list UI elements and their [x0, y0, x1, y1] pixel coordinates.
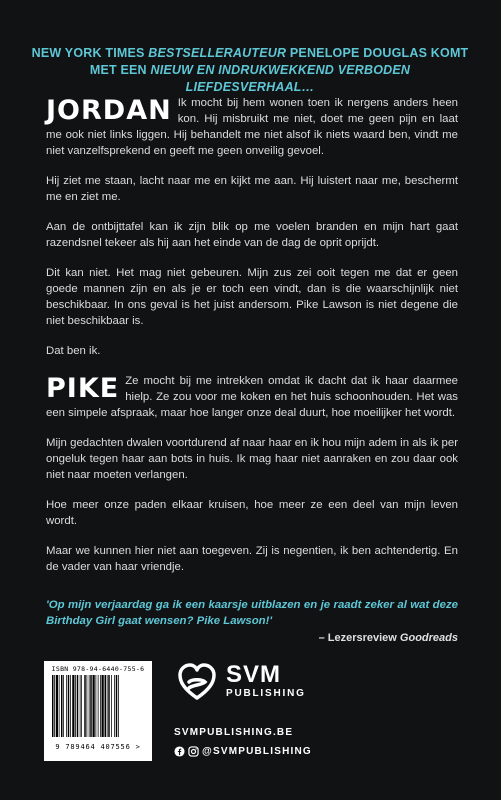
instagram-icon	[188, 746, 199, 757]
jordan-paragraph-5: Dat ben ik.	[46, 345, 101, 357]
publisher-social-handle: @SVMPUBLISHING	[202, 746, 312, 757]
jordan-heading: JORDAN	[46, 95, 172, 126]
pike-paragraph-1-text: Ze mocht bij me intrekken omdat ik dacht dat ik haar daarmee hielp. Ze zou voor me koken en het huis schoonhouden. Het was een simpele afspraak, maar hoe langer onze deal duurt, hoe moeilijker het wordt.	[46, 375, 458, 419]
tagline-part-4: NIEUW EN INDRUKWEKKEND VERBODEN LIEFDESVERHAAL…	[150, 63, 411, 94]
tagline-part-3: PENELOPE DOUGLAS KOMT MET EEN	[89, 46, 469, 77]
barcode-bars	[50, 675, 146, 737]
tagline	[30, 45, 470, 96]
svm-heart-logo-icon	[176, 662, 218, 704]
isbn-label: ISBN 978-94-6440-755-6	[51, 665, 145, 673]
jordan-paragraph-1	[46, 95, 458, 159]
publisher-subtitle: PUBLISHING	[226, 688, 306, 699]
jordan-paragraph-3: Aan de ontbijttafel kan ik zijn blik op me voelen branden en mijn hart gaat razendsnel tekeer als hij aan het einde van de dag de oprit oprijdt.	[46, 221, 458, 249]
facebook-icon	[174, 746, 185, 757]
review-attribution	[200, 632, 458, 644]
tagline-part-1: NEW YORK TIMES	[31, 46, 149, 60]
publisher-name: SVM	[226, 661, 282, 688]
publisher-block	[168, 654, 378, 774]
pike-paragraph-3: Hoe meer onze paden elkaar kruisen, hoe meer ze een deel van mijn leven wordt.	[46, 499, 458, 527]
barcode	[44, 661, 152, 761]
publisher-social	[174, 746, 312, 757]
tagline-part-2: BESTSELLERAUTEUR	[148, 46, 287, 60]
section-pike	[46, 373, 458, 575]
jordan-paragraph-4: Dit kan niet. Het mag niet gebeuren. Mijn zus zei ooit tegen me dat er geen goede mannen zijn en als je er toch een vindt, dan is die waarschijnlijk niet beschikbaar. In ons geval is het juist andersom. Pike Lawson is niet degene die niet beschikbaar is.	[46, 267, 458, 327]
review-attribution-label: – Lezersreview	[318, 632, 400, 644]
review-source: Goodreads	[399, 632, 458, 644]
blurb	[46, 95, 458, 589]
pike-paragraph-1	[46, 373, 458, 421]
review-quote: 'Op mijn verjaardag ga ik een kaarsje uitblazen en je raadt zeker al wat deze Birthday Girl gaat wensen? Pike Lawson!'	[46, 599, 458, 627]
jordan-paragraph-1-text: Ik mocht bij hem wonen toen ik nergens anders heen kon. Hij misbruikt me niet, doet me geen pijn en laat me ook niet links liggen. Hij behandelt me niet alsof ik niets waard ben, vindt me niet vanzelfsprekend en geeft me geen onveilig gevoel.	[46, 97, 458, 157]
pike-paragraph-4: Maar we kunnen hier niet aan toegeven. Zij is negentien, ik ben achtendertig. En de vader van haar vriendje.	[46, 545, 458, 573]
jordan-paragraph-2: Hij ziet me staan, lacht naar me en kijkt me aan. Hij luistert naar me, beschermt me en ziet me.	[46, 175, 458, 203]
pike-paragraph-2: Mijn gedachten dwalen voortdurend af naar haar en ik hou mijn adem in als ik per ongeluk tegen haar aan bots in huis. Ik mag haar niet aanraken en zou daar ook niet naar moeten verlangen.	[46, 437, 458, 481]
barcode-number: 9 789464 407556 >	[55, 743, 141, 751]
section-jordan	[46, 95, 458, 359]
publisher-website: SVMPUBLISHING.BE	[174, 727, 294, 738]
pike-heading: PIKE	[46, 373, 120, 404]
